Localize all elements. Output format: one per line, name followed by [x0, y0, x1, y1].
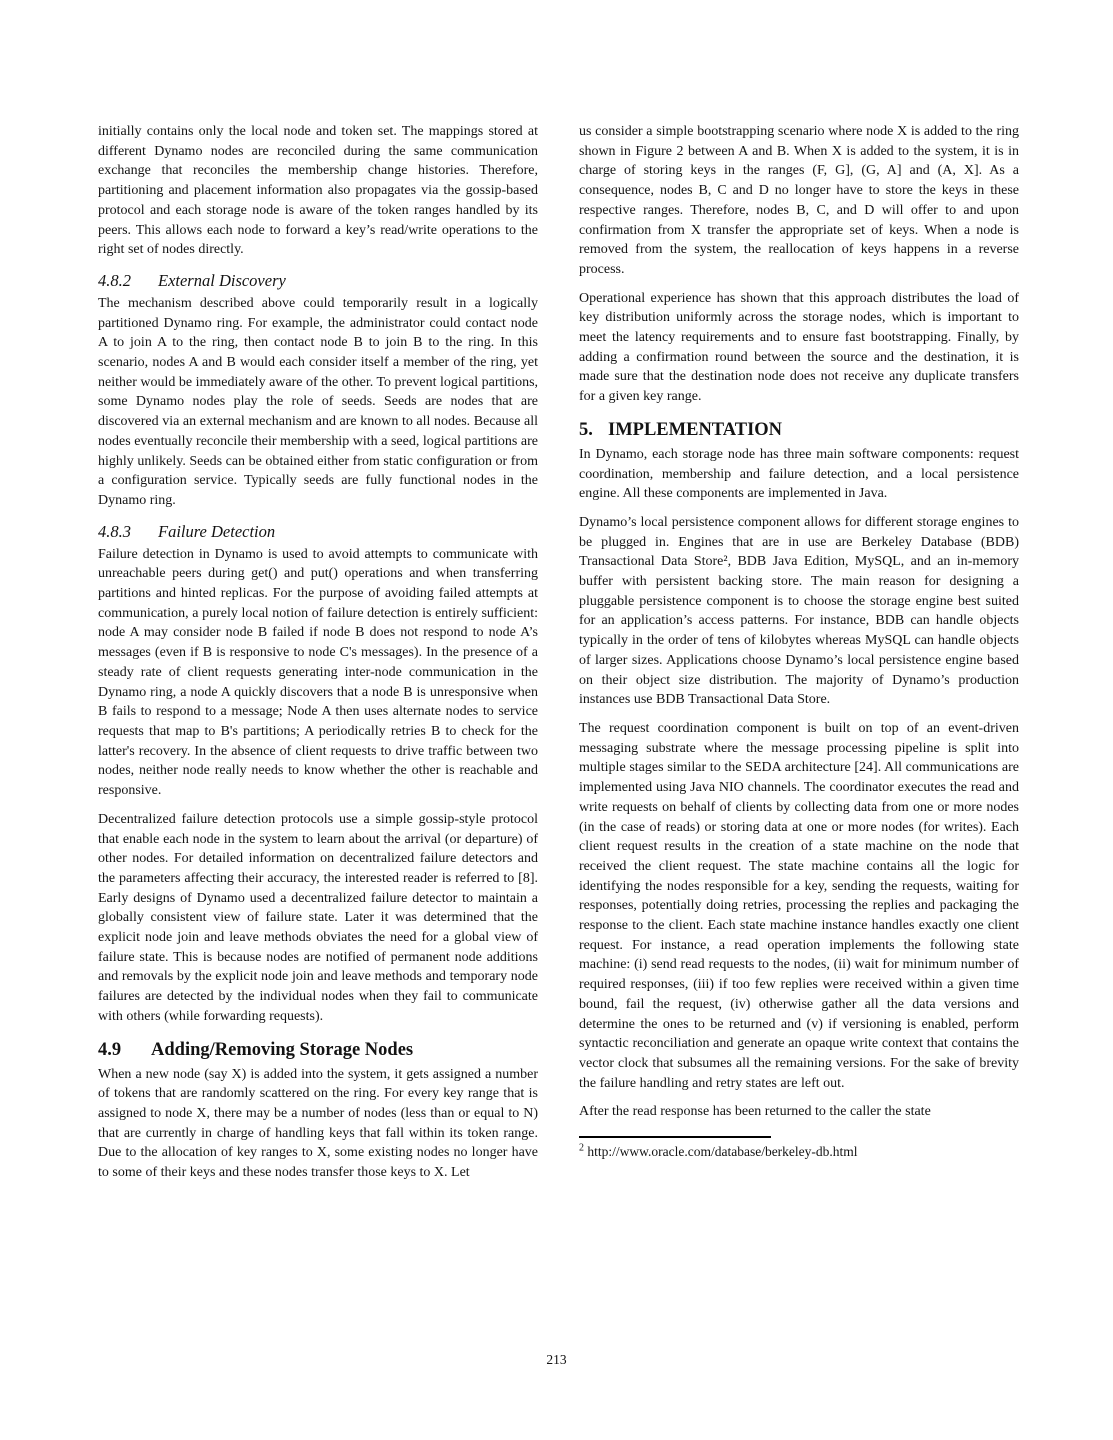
paragraph-operational-experience: Operational experience has shown that this approach distributes the load of key distribution uniformly across the storage nodes, which is important to meet the latency requirements and to ensure fast bootstrapping. Finally, by adding a confirmation round between the source and the destination, it is made sure that the destination node does not receive any duplicate transfers for a given key range.	[579, 290, 1019, 405]
right-column	[579, 122, 1019, 1192]
left-column	[98, 122, 538, 1192]
footnote-divider	[579, 1136, 771, 1138]
paragraph-bootstrapping-continuation: us consider a simple bootstrapping scenario where node X is added to the ring shown in Figure 2 between A and B. When X is added to the system, it is in charge of storing keys in the ranges (F, G], (G, A] and (A, X]. As a consequence, nodes B, C and D no longer have to store the keys in these respective ranges. Therefore, nodes B, C, and D will offer to and upon confirmation from X transfer the appropriate set of keys. When a node is removed from the system, the reallocation of keys happens in a reverse process.	[579, 124, 1019, 277]
section-title: Adding/Removing Storage Nodes	[151, 1039, 414, 1060]
paragraph-membership-continuation: initially contains only the local node and token set. The mappings stored at different Dynamo nodes are reconciled during the same communication exchange that reconciles the membership change histories. Therefore, partitioning and placement information also propagates via the gossip-based protocol and each storage node is aware of the token ranges handled by its peers. This allows each node to forward a key’s read/write operations to the right set of nodes directly.	[98, 124, 538, 258]
section-title: IMPLEMENTATION	[608, 419, 783, 440]
section-number: 4.9	[98, 1039, 122, 1060]
footnote	[579, 1143, 1019, 1161]
footnote-block	[579, 1136, 1019, 1161]
section-heading-4-9	[98, 1039, 538, 1062]
paragraph-failure-detection-2: Decentralized failure detection protocols use a simple gossip-style protocol that enable each node in the system to learn about the arrival (or departure) of other nodes. For detailed information on decentralized failure detectors and the parameters affecting their accuracy, the interested reader is referred to [8]. Early designs of Dynamo used a decentralized failure detector to maintain a globally consistent view of failure state. Later it was determined that the explicit node join and leave methods obviates the need for a global view of failure state. This is because nodes are notified of permanent node additions and removals by the explicit node join and leave methods and temporary node failures are detected by the individual nodes when they fail to communicate with others (while forwarding requests).	[98, 811, 538, 1024]
paragraph-failure-detection-1: Failure detection in Dynamo is used to avoid attempts to communicate with unreachable peers during get() and put() operations and when transferring partitions and hinted replicas. For the purpose of avoiding failed attempts at communication, a purely local notion of failure detection is entirely sufficient: node A may consider node B failed if node B does not respond to node A’s messages (even if B is responsive to node C's messages). In the presence of a steady rate of client requests generating inter-node communication in the Dynamo ring, a node A quickly discovers that a node B is unresponsive when B fails to respond to a message; Node A then uses alternate nodes to service requests that map to B's partitions; A periodically retries B to check for the latter's recovery. In the absence of client requests to drive traffic between two nodes, neither node really needs to know whether the other is reachable and responsive.	[98, 546, 538, 799]
page-number: 213	[546, 1352, 567, 1367]
section-number: 4.8.2	[98, 270, 131, 290]
section-number: 5.	[579, 419, 593, 440]
section-title: Failure Detection	[158, 521, 276, 541]
footnote-url-text: http://www.oracle.com/database/berkeley-db.html	[587, 1144, 858, 1160]
section-heading-4-8-3	[98, 521, 538, 542]
paragraph-adding-removing-nodes: When a new node (say X) is added into the system, it gets assigned a number of tokens that are randomly scattered on the ring. For every key range that is assigned to node X, there may be a number of nodes (less than or equal to N) that are currently in charge of handling keys that fall within its token range. Due to the allocation of key ranges to X, some existing nodes no longer have to some of their keys and these nodes transfer those keys to X. Let	[98, 1066, 538, 1181]
paragraph-external-discovery: The mechanism described above could temporarily result in a logically partitioned Dynamo ring. For example, the administrator could contact node A to join A to the ring, then contact node B to join B to the ring. In this scenario, nodes A and B would each consider itself a member of the ring, yet neither would be immediately aware of the other. To prevent logical partitions, some Dynamo nodes play the role of seeds. Seeds are nodes that are discovered via an external mechanism and are known to all nodes. Because all nodes eventually reconcile their membership with a seed, logical partitions are highly unlikely. Seeds can be obtained either from static configuration or from a configuration service. Typically seeds are fully functional nodes in the Dynamo ring.	[98, 295, 539, 508]
paragraph-request-coordination: The request coordination component is built on top of an event-driven messaging substrate where the message processing pipeline is split into multiple stages similar to the SEDA architecture [24]. All communications are implemented using Java NIO channels. The coordinator executes the read and write requests on behalf of clients by collecting data from one or more nodes (in the case of reads) or storing data at one or more nodes (for writes). Each client request results in the creation of a state machine on the node that received the client request. The state machine contains all the logic for identifying the nodes responsible for a key, sending the requests, waiting for responses, potentially doing retries, processing the replies and packaging the response to the client. Each state machine instance handles exactly one client request. For instance, a read operation implements the following state machine: (i) send read requests to the nodes, (ii) wait for minimum number of required responses, (iii) if too few replies were received within a given time bound, fail the request, (iv) otherwise gather all the data versions and determine the ones to be returned and (v) if versioning is enabled, perform syntactic reconciliation and generate an opaque write context that contains the vector clock that subsumes all the remaining versions. For the sake of brevity the failure handling and retry states are left out.	[579, 720, 1019, 1091]
section-title: External Discovery	[158, 270, 286, 290]
paragraph-implementation-components: In Dynamo, each storage node has three main software components: request coordination, membership and failure detection, and a local persistence engine. All these components are implemented in Java.	[579, 446, 1019, 502]
section-heading-5	[579, 419, 1019, 442]
paragraph-local-persistence: Dynamo’s local persistence component allows for different storage engines to be plugged in. Engines that are in use are Berkeley Database (BDB) Transactional Data Store², BDB Java Edition, MySQL, and an in-memory buffer with persistent backing store. The main reason for designing a pluggable persistence component is to choose the storage engine best suited for an application’s access patterns. For instance, BDB can handle objects typically in the order of tens of kilobytes whereas MySQL can handle objects of larger sizes. Applications choose Dynamo’s local persistence engine based on their object size distribution. The majority of Dynamo’s production instances use BDB Transactional Data Store.	[579, 514, 1019, 708]
section-number: 4.8.3	[98, 521, 131, 541]
section-heading-4-8-2	[98, 270, 538, 291]
footnote-marker: 2	[579, 1142, 584, 1154]
paragraph-after-read-response: After the read response has been returned to the caller the state	[579, 1104, 931, 1120]
